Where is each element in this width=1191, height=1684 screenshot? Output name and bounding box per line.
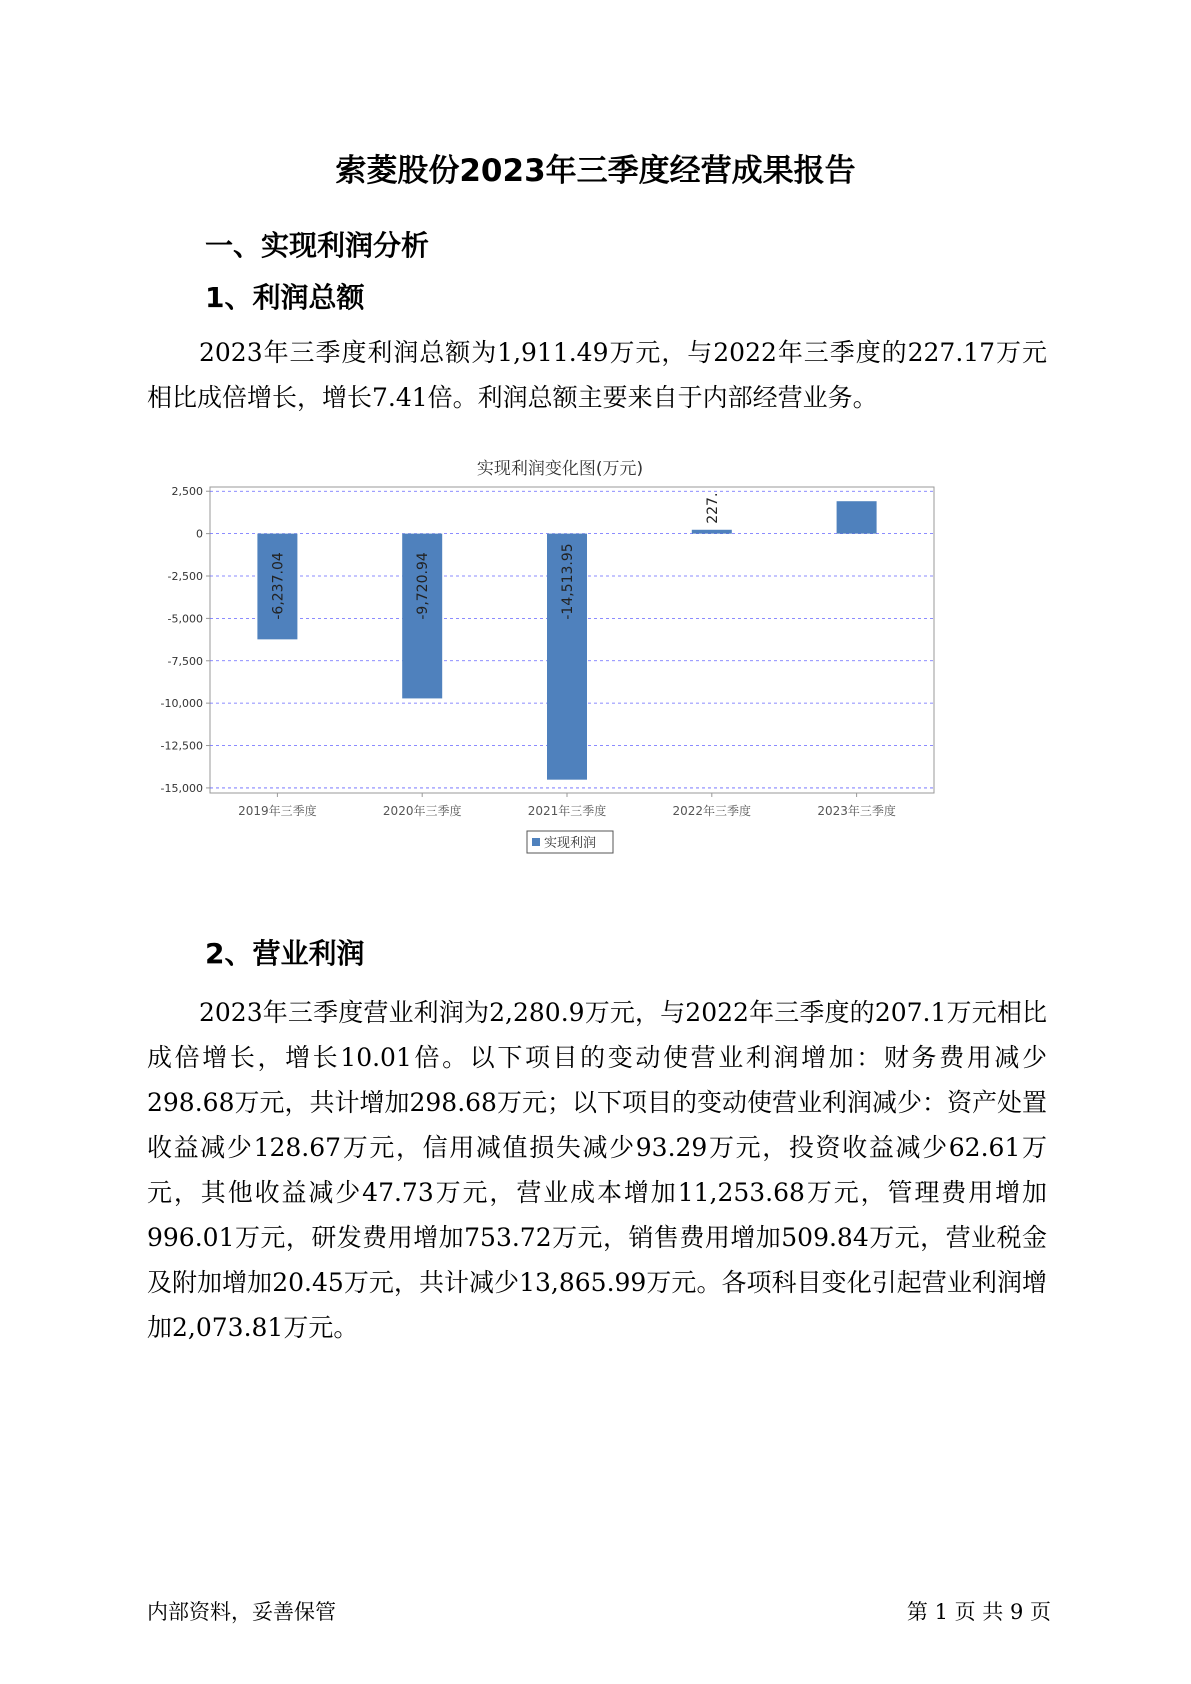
x-tick-label: 2021年三季度	[527, 804, 607, 818]
y-tick-label: -2,500	[167, 570, 203, 584]
data-label: 227.	[704, 492, 721, 524]
footer-confidential-note: 内部资料，妥善保管	[147, 1600, 336, 1624]
y-tick-label: -5,000	[167, 612, 203, 626]
data-label: -6,237.04	[270, 552, 287, 620]
document-title: 索菱股份2023年三季度经营成果报告	[335, 153, 856, 189]
chart-legend	[527, 831, 613, 853]
plot-area	[161, 485, 934, 853]
section-heading-profit-analysis: 一、实现利润分析	[205, 229, 430, 262]
data-label: -14,513.95	[560, 543, 576, 620]
x-tick-label: 2022年三季度	[672, 804, 752, 818]
y-tick-label: -7,500	[167, 654, 203, 668]
y-tick-label: -10,000	[160, 697, 203, 711]
y-tick-label: 2,500	[171, 485, 203, 499]
paragraph-operating-profit: 2023年三季度营业利润为2,280.9万元，与2022年三季度的207.1万元相比成倍增长，增长10.01倍。以下项目的变动使营业利润增加：财务费用减少298.68万元，共计增加298.68万元；以下项目的变动使营业利润减少：资产处置收益减少128.67万元，信用减值损失减少93.29万元，投资收益减少62.61万元，其他收益减少47.73万元，营业成本增加11,253.68万元，管理费用增加996.01万元，研发费用增加753.72万元，销售费用增加509.84万元，营业税金及附加增加20.45万元，共计减少13,865.99万元。各项科目变化引起营业利润增加2,073.81万元。	[147, 998, 1047, 1342]
bar	[692, 530, 732, 534]
subheading-operating-profit: 2、营业利润	[205, 937, 365, 970]
data-label: -9,720.94	[415, 552, 432, 620]
chart-title: 实现利润变化图(万元)	[476, 459, 644, 479]
subheading-total-profit: 1、利润总额	[205, 281, 365, 314]
profit-bar-chart-svg	[160, 450, 1040, 900]
profit-chart	[160, 450, 1040, 900]
legend-label: 实现利润	[544, 836, 597, 851]
y-tick-label: 0	[196, 527, 203, 541]
bar	[837, 501, 877, 533]
x-tick-label: 2019年三季度	[238, 804, 317, 818]
paragraph-total-profit: 2023年三季度利润总额为1,911.49万元，与2022年三季度的227.17万元相比成倍增长，增长7.41倍。利润总额主要来自于内部经营业务。	[147, 338, 1047, 412]
x-tick-label: 2020年三季度	[382, 804, 462, 818]
legend-swatch	[532, 838, 540, 846]
y-tick-label: -12,500	[160, 739, 203, 753]
y-tick-label: -15,000	[160, 781, 203, 795]
footer-page-number: 第 1 页 共 9 页	[906, 1600, 1051, 1624]
x-tick-label: 2023年三季度	[817, 804, 896, 818]
